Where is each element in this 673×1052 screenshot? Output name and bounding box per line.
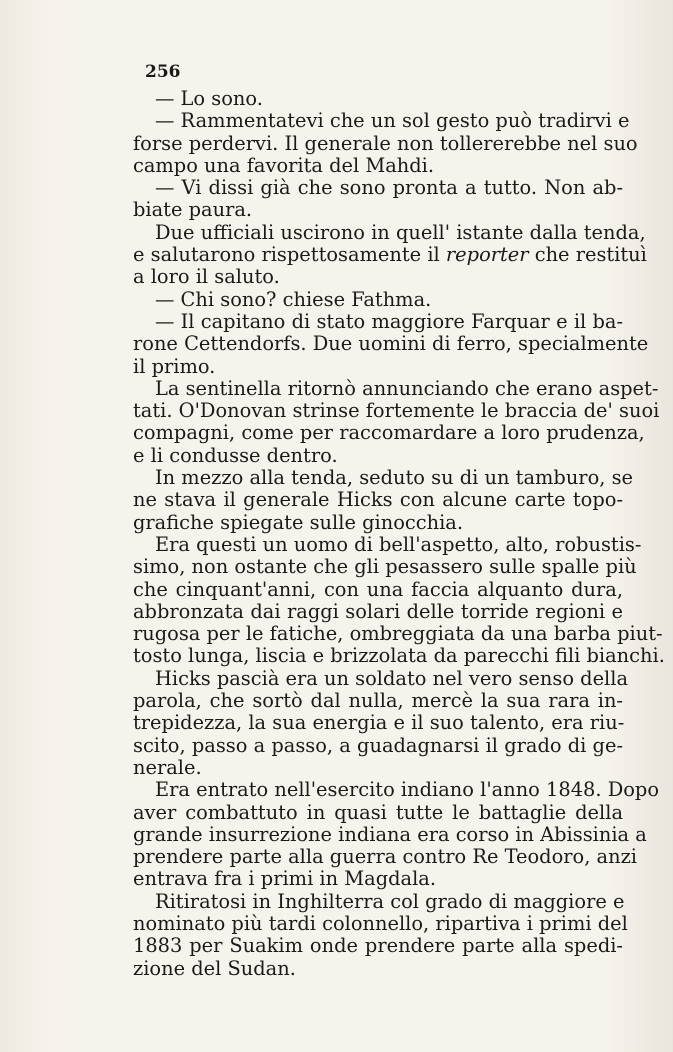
text-line: parola, che sortò dal nulla, mercè la sua rara in- xyxy=(133,689,623,713)
text-line: In mezzo alla tenda, seduto su di un tamburo, se xyxy=(155,466,634,490)
text-line: nominato più tardi colonnello, ripartiva i primi del xyxy=(133,911,628,935)
page-number: 256 xyxy=(145,62,181,82)
text-line: — Rammentatevi che un sol gesto può tradirvi e xyxy=(155,109,630,133)
text-line: — Il capitano di stato maggiore Farquar e il ba- xyxy=(155,309,623,333)
text-line: il primo. xyxy=(133,354,216,378)
text-line: Era entrato nell'esercito indiano l'anno 1848. Dopo xyxy=(155,778,660,802)
text-line: e li condusse dentro. xyxy=(133,443,338,467)
text-line: a loro il saluto. xyxy=(133,265,280,289)
text-line: prendere parte alla guerra contro Re Teodoro, anzi xyxy=(133,845,638,869)
text-line: ne stava il generale Hicks con alcune carte topo- xyxy=(133,488,623,512)
text-line: rone Cettendorfs. Due uomini di ferro, specialmente xyxy=(133,332,649,356)
text-line: forse perdervi. Il generale non tollererebbe nel suo xyxy=(133,131,638,155)
italic-word: reporter xyxy=(445,243,529,267)
text-line: e salutarono rispettosamente il reporter che restituì xyxy=(133,243,647,267)
text-line: Ritiratosi in Inghilterra col grado di maggiore e xyxy=(155,889,625,913)
text-line: entrava fra i primi in Magdala. xyxy=(133,867,437,891)
text-line: scito, passo a passo, a guadagnarsi il grado di ge- xyxy=(133,733,623,757)
text-line: 1883 per Suakim onde prendere parte alla spedi- xyxy=(133,934,623,958)
text-line: nerale. xyxy=(133,755,202,779)
text-line: aver combattuto in quasi tutte le battaglie della xyxy=(133,800,623,824)
text-line: grafiche spiegate sulle ginocchia. xyxy=(133,510,464,534)
text-line: — Chi sono? chiese Fathma. xyxy=(155,287,432,311)
text-line: tosto lunga, liscia e brizzolata da parecchi fili bianchi. xyxy=(133,644,665,668)
text-line: Due ufficiali uscirono in quell' istante dalla tenda, xyxy=(155,220,646,244)
text-line: — Lo sono. xyxy=(155,87,263,110)
text-line: tati. O'Donovan strinse fortemente le braccia de' suoi xyxy=(133,399,660,423)
text-line: Era questi un uomo di bell'aspetto, alto, robustis- xyxy=(155,532,642,556)
text-line: grande insurrezione indiana era corso in Abissinia a xyxy=(133,822,647,846)
text-line: La sentinella ritornò annunciando che erano aspet- xyxy=(155,376,659,400)
text-line: zione del Sudan. xyxy=(133,956,296,980)
text-line: — Vi dissi già che sono pronta a tutto. Non ab- xyxy=(155,176,623,200)
text-line: Hicks pascià era un soldato nel vero senso della xyxy=(155,666,629,690)
body-text xyxy=(133,87,665,980)
text-line: rugosa per le fatiche, ombreggiata da una barba piut- xyxy=(133,622,663,646)
text-line: campo una favorita del Mahdi. xyxy=(133,153,435,177)
text-line: che cinquant'anni, con una faccia alquanto dura, xyxy=(133,577,623,601)
text-line: trepidezza, la sua energia e il suo talento, era riu- xyxy=(133,711,625,735)
text-line: biate paura. xyxy=(133,198,253,222)
text-line: simo, non ostante che gli pesassero sulle spalle più xyxy=(133,555,637,579)
text-line: compagni, come per raccomardare a loro prudenza, xyxy=(133,421,645,445)
text-line: abbronzata dai raggi solari delle torride regioni e xyxy=(133,599,623,623)
